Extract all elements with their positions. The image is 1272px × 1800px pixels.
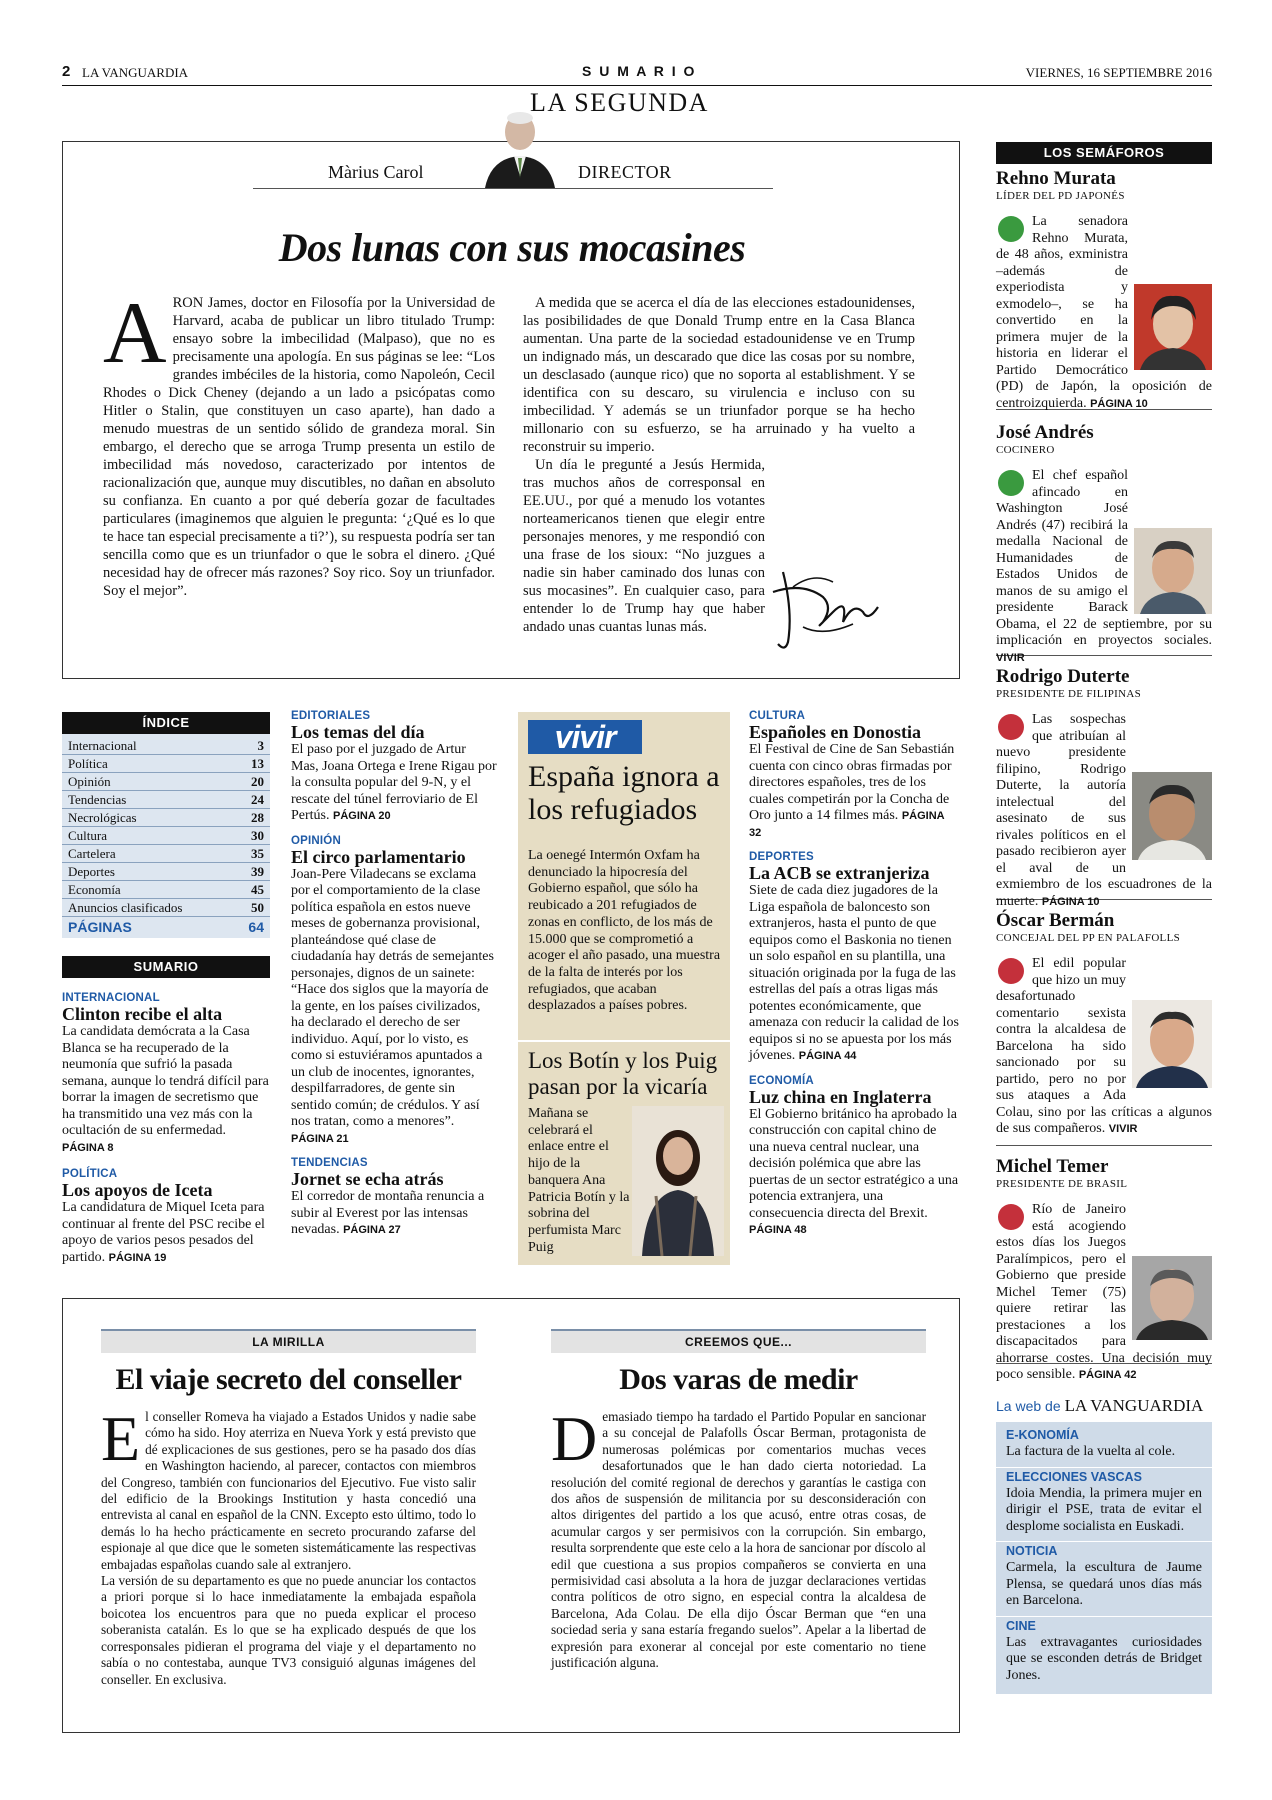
summary-headline: Los apoyos de Iceta xyxy=(62,1180,213,1200)
editorial-text-2: A medida que se acerca el día de las elecciones estadounidenses, las posibilidades de que Donald Trump entre en la Casa Blanca aumentan. Una parte de la sociedad estadounidense ve en Trump un indignado más, un descarado que dice las cosas por su nombre, un desclasado (aunque rico) que no soporta al establishment. Y se identifica con su descaro, su virulencia e incluso con su imbecilidad. Y además se un triunfador porque se ha hecho millonario con su esfuerzo, se ha arruinado y ha vuelto a reconstruir su imperio. xyxy=(523,295,915,455)
section-text: Siete de cada diez jugadores de la Liga española de baloncesto son extranjeros, hasta el punto de que equipos como el Baskonia no tienen un solo español en su plantilla, una situación originada por la fuga de las estrellas del país a otras ligas más potentes económicamente, que amenaza con reducir la calidad de los equipos si no se apuesta por los más jóvenes. PÁGINA 44 xyxy=(749,883,959,1063)
mirilla-title: El viaje secreto del conseller xyxy=(115,1363,462,1396)
page-ref: PÁGINA 21 xyxy=(291,1132,349,1145)
opinion-headline: El circo parlamentario xyxy=(291,846,466,867)
index-label: Tendencias xyxy=(68,792,127,807)
page-number: 2 xyxy=(62,63,71,80)
signature-image xyxy=(763,552,893,662)
person-photo xyxy=(1132,772,1212,860)
semaforo-item[interactable] xyxy=(996,656,1212,909)
person-role: COCINERO xyxy=(996,444,1055,456)
index-label: Cartelera xyxy=(68,846,116,861)
editorial-column-1 xyxy=(103,285,495,600)
section-label: CULTURA xyxy=(749,710,806,722)
opinion-headline: Los temas del día xyxy=(291,722,425,742)
index-total-label: PÁGINAS xyxy=(68,919,132,935)
vivir-logo: vivir xyxy=(528,720,642,754)
section-headline: Españoles en Donostia xyxy=(749,722,922,742)
index-page: 20 xyxy=(251,774,264,789)
web-item[interactable] xyxy=(996,1422,1212,1467)
opinion-column xyxy=(291,710,497,1239)
page-ref: PÁGINA 48 xyxy=(749,1224,807,1236)
web-item-section: E-KONOMÍA xyxy=(996,1422,1212,1444)
mirilla-label: LA MIRILLA xyxy=(101,1329,476,1353)
web-item[interactable] xyxy=(996,1616,1212,1695)
editorial-author: Màrius Carol xyxy=(328,162,424,182)
page-ref: PÁGINA 32 xyxy=(749,810,945,839)
web-item[interactable] xyxy=(996,1467,1212,1542)
summary-headline: Clinton recibe el alta xyxy=(62,1004,223,1024)
semaforo-item[interactable] xyxy=(996,164,1212,410)
person-photo xyxy=(1132,1256,1212,1340)
semaforos-title: LOS SEMÁFOROS xyxy=(996,142,1212,164)
opinion-section: OPINIÓN xyxy=(291,834,341,847)
person-role: CONCEJAL DEL PP EN PALAFOLLS xyxy=(996,932,1181,944)
page-header xyxy=(62,62,1212,86)
semaforo-body xyxy=(996,468,1212,666)
semaforo-text: El chef español afincado en Washington José Andrés (47) recibirá la medalla Nacional de Humanidades de Estados Unidos de manos de su amigo el presidente Barack Obama, el 22 de septiembre, por su implicación en proyectos sociales. xyxy=(996,468,1212,648)
creemos-article xyxy=(551,1329,926,1672)
mirilla-body xyxy=(101,1403,476,1688)
vivir-headline-2: Los Botín y los Puig pasan por la vicaría xyxy=(528,1048,718,1099)
index-page: 13 xyxy=(251,756,264,771)
page-ref: PÁGINA 19 xyxy=(108,1251,167,1264)
index-page: 35 xyxy=(251,846,264,861)
page-ref: PÁGINA 27 xyxy=(343,1224,401,1236)
person-role: PRESIDENTE DE FILIPINAS xyxy=(996,688,1142,700)
index-label: Cultura xyxy=(68,828,107,843)
semaforo-item[interactable] xyxy=(996,1146,1212,1382)
opinion-section: EDITORIALES xyxy=(291,710,371,722)
person-name: Rodrigo Duterte xyxy=(996,666,1130,687)
semaforo-body xyxy=(996,1202,1212,1384)
person-role: LÍDER DEL PD JAPONÉS xyxy=(996,190,1125,202)
semaforo-text: La senadora Rehno Murata, de 48 años, exministra –además de experiodista y exmodelo–, se ha convertido en la primera mujer de la historia en liderar el Partido Democrático (PD) de Japón, la oposición de centroizquierda. xyxy=(996,214,1212,411)
creemos-body xyxy=(551,1403,926,1672)
summary-text: La candidatura de Miquel Iceta para continuar al frente del PSC recibe el apoyo de varios pesos pesados del partido. PÁGINA 19 xyxy=(62,1200,265,1265)
creemos-title: Dos varas de medir xyxy=(619,1363,858,1396)
index-panel xyxy=(62,712,270,938)
vivir-text-2: Mañana se celebrará el enlace entre el hijo de la banquera Ana Patricia Botín y la sobrina del perfumista Marc Puig xyxy=(528,1106,630,1255)
portrait-image xyxy=(481,106,559,188)
index-page: 3 xyxy=(257,738,264,753)
section-item[interactable] xyxy=(749,851,959,1065)
index-page: 50 xyxy=(251,900,264,915)
opinion-text: El corredor de montaña renuncia a subir al Everest por las intensas nevadas. PÁGINA 27 xyxy=(291,1189,485,1237)
opinion-text: El paso por el juzgado de Artur Mas, Joana Ortega e Irene Rigau por la consulta popular del 9-N, y el rescate del túnel ferroviario de El Pertús. PÁGINA 20 xyxy=(291,742,497,823)
section-item[interactable] xyxy=(749,1075,959,1239)
semaforo-text: El edil popular que hizo un muy desafortunado comentario sexista contra la alcaldesa de Barcelona ha sido sancionado por su partido, pero no por sus ataques a Ada Colau, sino por las críticas a algunos de sus compañeros. xyxy=(996,956,1212,1136)
mirilla-text: l conseller Romeva ha viajado a Estados Unidos y nadie sabe cómo ha sido. Hoy aterriza en Nueva York y está previsto que dé explicaciones de sus gestiones, pero se ha pasado dos días en Washington haciendo, al parecer, contactos con miembros del Congreso, también con funcionarios del Ejecutivo. Fue visto salir del edificio de la Brookings Institution y hasta concedió una entrevista al canal en español de la CNN. Excepto esto último, todo lo demás lo ha hecho prácticamente en secreto procurando zafarse del espionaje al que dice que le someten sistemáticamente las respectivas embajadas españolas cuando sale al extranjero. xyxy=(101,1409,476,1572)
editorial-author-role: DIRECTOR xyxy=(578,162,672,182)
web-title-brand: LA VANGUARDIA xyxy=(1064,1396,1204,1415)
summary-panel xyxy=(62,956,270,1266)
section-label: DEPORTES xyxy=(749,851,814,863)
page-ref: PÁGINA 42 xyxy=(1078,1369,1137,1381)
index-page: 39 xyxy=(251,864,264,879)
opinion-text: Joan-Pere Viladecans se exclama por el comportamiento de la clase política española en estos nueve meses de gobernanza provisional, planteándose qué clase de ciudadanía hay detrás de semejantes personajes, dignos de un sainete: “Hace dos siglos que la mayoría de la gente, en los países civilizados, ha declarado el derecho de ser individuo. Aquí, por lo visto, es como si estuviéramos apuntados a un club de inocentes, ignorantes, despilfarradores, de gente sin sentido común; de crédulos. Y así nos tratan, como a menores”. PÁGINA 21 xyxy=(291,866,494,1145)
section-label: ECONOMÍA xyxy=(749,1074,814,1087)
editorial-box xyxy=(62,141,960,679)
publication-name: LA VANGUARDIA xyxy=(82,65,189,80)
bottom-editorials-box xyxy=(62,1298,960,1733)
semaforo-body xyxy=(996,712,1212,910)
web-item-section: CINE xyxy=(996,1616,1212,1635)
person-name: Michel Temer xyxy=(996,1156,1109,1177)
index-row[interactable] xyxy=(62,791,270,809)
index-label: Política xyxy=(68,756,108,771)
person-photo xyxy=(1134,528,1212,614)
page-ref: VIVIR xyxy=(996,651,1025,664)
index-label: Economía xyxy=(68,882,121,897)
green-light-icon xyxy=(998,470,1024,496)
index-label: Internacional xyxy=(68,738,137,753)
index-row[interactable] xyxy=(62,773,270,791)
index-row[interactable] xyxy=(62,881,270,899)
web-title xyxy=(996,1392,1212,1422)
creemos-text: emasiado tiempo ha tardado el Partido Popular en sancionar a su concejal de Palafolls Óscar Berman, protagonista de numerosas polémicas por comentarios muchas veces desafortunados que le han dado cierta notoriedad. La resolución del comité regional de derechos y garantías le castiga con dos años de suspensión de militancia por su desconsideración con altos dirigentes del partido a los que acusó, entre otras cosas, de acumular cargos y ser permisivos con la corrupción. Sin embargo, resulta sorprendente que este celo a la hora de sancionar por díscolo al edil que cuestiona a sus propios compañeros se convierta en una permisividad casi absoluta a la hora de juzgar declaraciones vertidas contra políticos de otro signo, en especial contra la alcaldesa de Barcelona, Ada Colau. De ella dijo Óscar Berman que “en una sociedad seria y sana estaría fregando suelos”. Apelar a la libertad de expresión para exonerar al concejal por este comentario no tiene justificación alguna. xyxy=(551,1409,926,1671)
index-label: Anuncios clasificados xyxy=(68,900,183,915)
opinion-item[interactable] xyxy=(291,835,497,1148)
mirilla-dropcap: E xyxy=(101,1403,141,1474)
person-name: Óscar Bermán xyxy=(996,910,1115,931)
editorial-text-3: Un día le pregunté a Jesús Hermida, tras muchos años de corresponsal en EE.UU., por qué a menudo los votantes norteamericanos tienen que elegir entre personajes menores, y me respondió con una frase de los sioux: “No juzgues a nadie sin haber caminado dos lunas con sus mocasines”. En cualquier caso, para entender lo de Trump hay que haber andado unas cuantas lunas más. xyxy=(523,457,765,635)
section-headline: Luz china en Inglaterra xyxy=(749,1086,932,1107)
semaforo-text: Río de Janeiro está acogiendo estos días los Juegos Paralímpicos, pero el Gobierno que preside Michel Temer (75) quiere retirar las prestaciones a los discapacitados para ahorrarse costes. Una decisión muy poco sensible. xyxy=(996,1202,1212,1382)
summary-section: INTERNACIONAL xyxy=(62,992,160,1004)
opinion-item[interactable] xyxy=(291,710,497,825)
semaforo-body xyxy=(996,956,1212,1138)
web-item-text: Carmela, la escultura de Jaume Plensa, se quedará unos días más en Barcelona. xyxy=(996,1560,1212,1616)
web-title-prefix: La web de xyxy=(996,1398,1061,1414)
opinion-headline: Jornet se echa atrás xyxy=(291,1169,444,1189)
red-light-icon xyxy=(998,958,1024,984)
web-item-text: Idoia Mendia, la primera mujer en dirigir el PSE, trata de evitar el desplome socialista en Euskadi. xyxy=(996,1486,1212,1542)
page-ref: PÁGINA 10 xyxy=(1090,397,1148,410)
summary-title: SUMARIO xyxy=(62,956,270,978)
person-name: José Andrés xyxy=(996,422,1094,443)
page-ref: PÁGINA 44 xyxy=(798,1050,857,1062)
red-light-icon xyxy=(998,1204,1024,1230)
section-text: El Festival de Cine de San Sebastián cuenta con cinco obras firmadas por directores españoles, tres de los cuales competirán por la Concha de Oro junto a 14 filmes más. PÁGINA 32 xyxy=(749,742,955,839)
person-role: PRESIDENTE DE BRASIL xyxy=(996,1178,1128,1190)
web-box xyxy=(996,1392,1212,1694)
index-page: 45 xyxy=(251,882,264,897)
index-label: Opinión xyxy=(68,774,111,789)
index-row[interactable] xyxy=(62,845,270,863)
section-text: El Gobierno británico ha aprobado la construcción con capital chino de una nueva central nuclear, una decisión polémica que abre las puertas de un sector estratégico a una potencia extranjera, una consecuencia directa del Brexit. PÁGINA 48 xyxy=(749,1106,959,1236)
wedding-photo xyxy=(632,1106,724,1256)
section-headline: La ACB se extranjeriza xyxy=(749,863,930,883)
index-row[interactable] xyxy=(62,899,270,917)
web-item-section: NOTICIA xyxy=(996,1541,1212,1560)
semaforos-panel xyxy=(996,142,1212,1382)
director-portrait xyxy=(481,106,559,188)
semaforo-body xyxy=(996,214,1212,412)
opinion-item[interactable] xyxy=(291,1157,497,1239)
person-photo xyxy=(1132,1000,1212,1088)
semaforo-item[interactable] xyxy=(996,410,1212,664)
creemos-label: CREEMOS QUE... xyxy=(551,1329,926,1353)
person-photo xyxy=(1134,284,1212,370)
green-light-icon xyxy=(998,216,1024,242)
vivir-headline: España ignora a los refugiados xyxy=(528,760,720,826)
index-total-row xyxy=(62,917,270,938)
page-ref: PÁGINA 20 xyxy=(333,810,391,822)
index-page: 28 xyxy=(251,810,264,825)
index-title: ÍNDICE xyxy=(62,712,270,734)
web-item-text: Las extravagantes curiosidades que se esconden detrás de Bridget Jones. xyxy=(996,1635,1212,1695)
author-rule xyxy=(253,188,773,189)
mirilla-text-2: La versión de su departamento es que no puede anunciar los contactos a priori porque si lo hace inmediatamente la embajada española boicotea los encuentros para que no pueda explicar el proceso soberanista catalán. Es lo que se ha explicado después de que los corresponsales pidieran el programa del viaje y el departamento no sabía o no contestaba, aunque TV3 consiguió algunas imágenes del conseller. En exclusiva. xyxy=(101,1573,476,1687)
editorial-text-1: RON James, doctor en Filosofía por la Universidad de Harvard, acaba de publicar un libro titulado Trump: ensayo sobre la imbecilidad (Malpaso), que no es precisamente una apología. En sus páginas se lee: “Los grandes imbéciles de la historia, como Napoleón, Cecil Rhodes o Dick Cheney (dejando a un lado a psicópatas como Hitler o Stalin, que constituyen un caso aparte), han dado a menudo muestras de un sentido sólido de grandeza moral. Sin embargo, el derecho que se arroga Trump presenta un estilo de imbecilidad más novedoso, caracterizado por intentos de racionalización que, aunque muy discutibles, no dañan en absoluto su confianza. En cuanto a por qué debería gozar de facultades particulares (imaginemos que alguien le pregunta: ‘¿Qué es lo que te hace tan especial precisamente a ti?’), su respuesta podría ser tan sencilla como que es un triunfador o que le sobra el dinero. ¿Qué necesidad hay de ofrecer más razones? Soy rico. Soy un triunfador. Soy el mejor”. xyxy=(103,295,495,599)
index-row[interactable] xyxy=(62,827,270,845)
summary-item[interactable] xyxy=(62,992,270,1156)
vivir-text: La oenegé Intermón Oxfam ha denunciado la hipocresía del Gobierno español, que sólo ha reubicado a 201 refugiados de zonas en conflicto, de los más de 15.000 que se comprometió a acoger el año pasado, una muestra de la falta de interés por los refugiados, que acaban desplazados a países pobres. xyxy=(528,848,721,1014)
summary-item[interactable] xyxy=(62,1168,270,1266)
web-item-text: La factura de la vuelta al cole. xyxy=(996,1444,1212,1467)
mirilla-article xyxy=(101,1329,476,1688)
editorial-dropcap: A xyxy=(103,285,167,382)
web-item-section: ELECCIONES VASCAS xyxy=(996,1467,1212,1486)
summary-text: La candidata demócrata a la Casa Blanca se ha recuperado de la neumonía que sufrió la pasada semana, aunque lo tendrá difícil para borrar la imagen de secretismo que ha transmitido una vez más con la ocultación de su enfermedad. PÁGINA 8 xyxy=(62,1024,269,1154)
issue-date: VIERNES, 16 SEPTIEMBRE 2016 xyxy=(1025,65,1212,80)
index-row[interactable] xyxy=(62,863,270,881)
sections-column xyxy=(749,710,959,1239)
editorial-title: Dos lunas con sus mocasines xyxy=(278,225,746,270)
index-label: Deportes xyxy=(68,864,115,879)
semaforo-text: Las sospechas que atribuían al nuevo presidente filipino, Rodrigo Duterte, la autoría intelectual del asesinato de sus rivales políticos en el pasado recibieron ayer el aval de un exmiembro de los escuadrones de la muerte. xyxy=(996,712,1212,909)
section-title: S U M A R I O xyxy=(582,63,697,79)
page-ref: PÁGINA 10 xyxy=(1041,895,1100,908)
index-list xyxy=(62,734,270,938)
summary-section: POLÍTICA xyxy=(62,1168,118,1180)
index-page: 24 xyxy=(251,792,264,807)
page-ref: PÁGINA 8 xyxy=(62,1141,114,1154)
semaforo-item[interactable] xyxy=(996,900,1212,1146)
subsection-title: LA SEGUNDA xyxy=(530,88,709,117)
section-item[interactable] xyxy=(749,710,959,841)
index-page: 30 xyxy=(251,828,264,843)
web-item[interactable] xyxy=(996,1541,1212,1616)
red-light-icon xyxy=(998,714,1024,740)
index-total: 64 xyxy=(248,919,264,935)
opinion-section: TENDENCIAS xyxy=(291,1157,368,1169)
person-name: Rehno Murata xyxy=(996,168,1116,189)
creemos-dropcap: D xyxy=(551,1403,598,1474)
index-row[interactable] xyxy=(62,755,270,773)
vivir-divider xyxy=(518,1040,730,1042)
index-row[interactable] xyxy=(62,809,270,827)
index-label: Necrológicas xyxy=(68,810,137,825)
page-ref: VIVIR xyxy=(1108,1123,1138,1135)
index-row[interactable] xyxy=(62,737,270,755)
vivir-box[interactable] xyxy=(518,712,730,1265)
